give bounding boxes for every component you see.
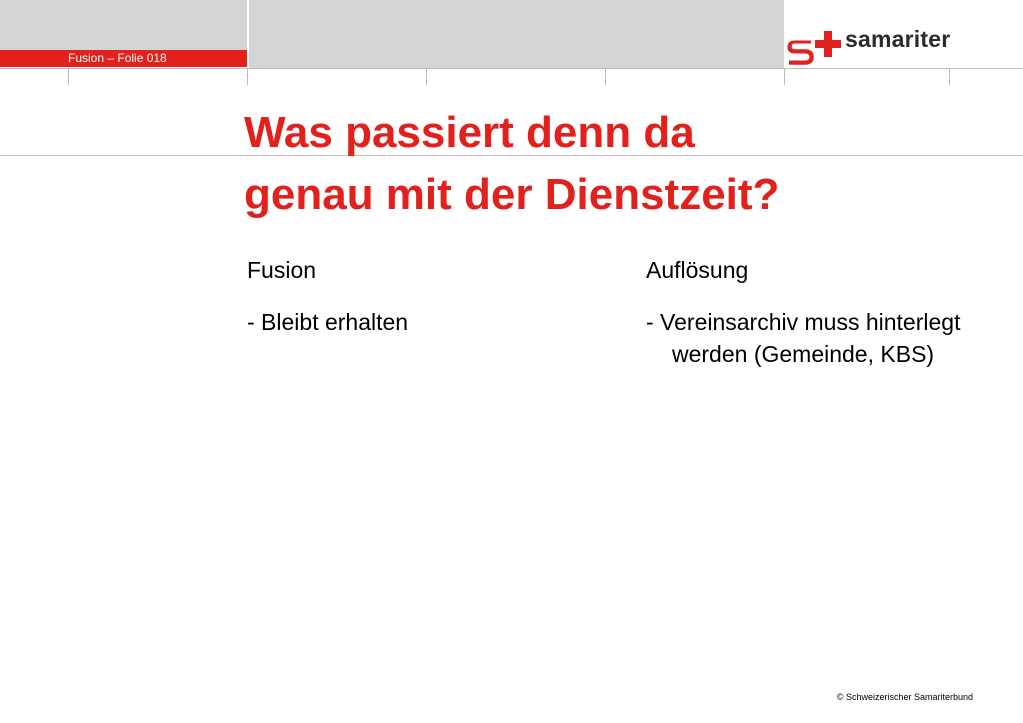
slide-title-line-1: Was passiert denn da xyxy=(244,108,695,157)
header-panel-middle xyxy=(249,0,784,68)
grid-tick xyxy=(247,69,248,85)
column-heading: Fusion xyxy=(247,257,317,283)
grid-tick xyxy=(68,69,69,85)
s-cross-logo-icon xyxy=(787,26,845,66)
slide-title xyxy=(244,102,1004,226)
header-rule xyxy=(0,68,1023,69)
grid-tick xyxy=(784,69,785,85)
grid-tick xyxy=(949,69,950,85)
header-panel-left xyxy=(0,0,247,50)
grid-tick xyxy=(426,69,427,85)
column-item: - Bleibt erhalten xyxy=(247,309,409,335)
column-heading: Auflösung xyxy=(646,257,749,283)
slide-label: Fusion – Folie 018 xyxy=(68,51,167,65)
column-fusion xyxy=(247,254,408,338)
logo-wordmark: samariter xyxy=(845,26,951,52)
column-item: - Vereinsarchiv muss hinterlegt werden (Gemeinde, KBS) xyxy=(646,309,961,367)
grid-tick xyxy=(605,69,606,85)
footer-copyright: © Schweizerischer Samariterbund xyxy=(836,692,973,702)
samariter-logo xyxy=(787,26,977,66)
slide-title-line-2: genau mit der Dienstzeit? xyxy=(244,170,780,219)
slide-label-bar xyxy=(0,50,247,67)
column-aufloesung xyxy=(646,254,986,370)
